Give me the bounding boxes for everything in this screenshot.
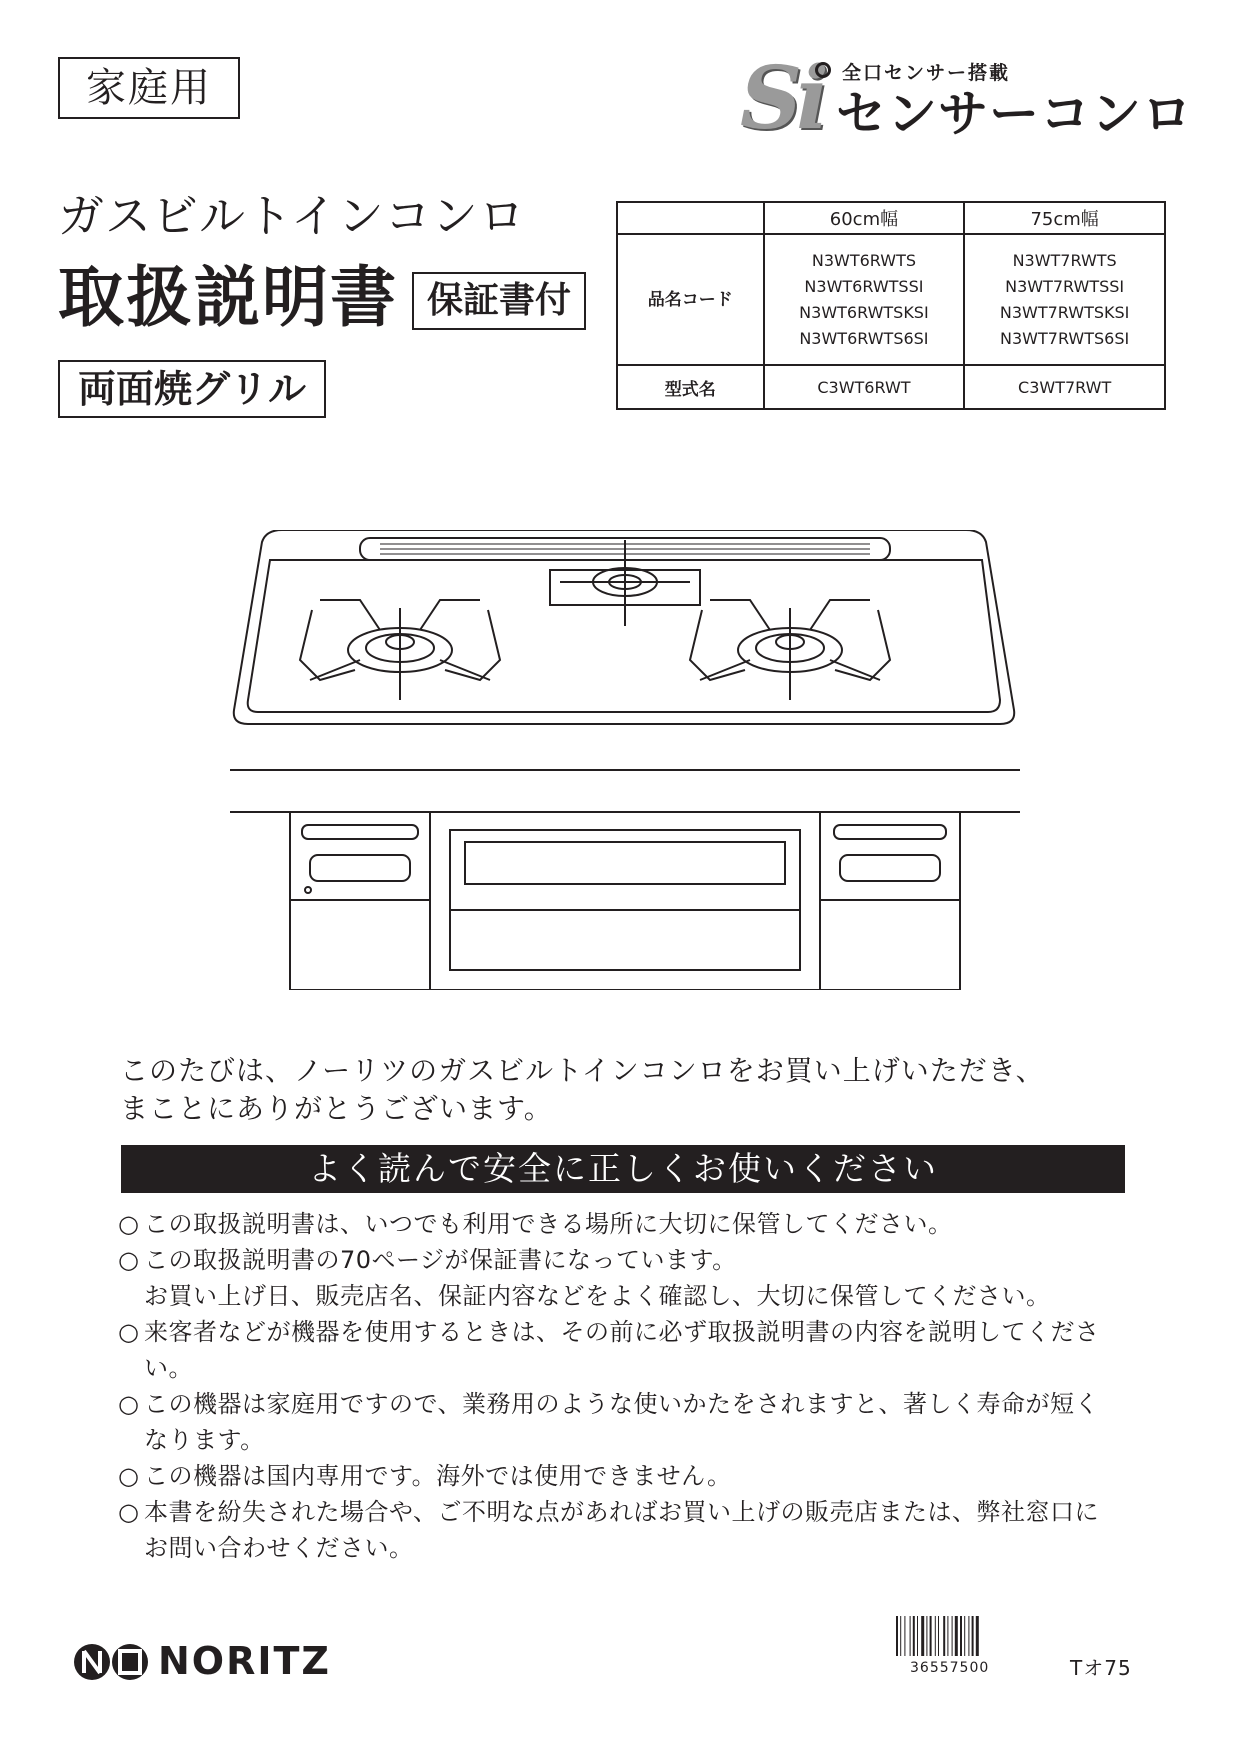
model-60: C3WT6RWT (764, 365, 965, 409)
product-code: N3WT7RWTS6SI (1000, 328, 1130, 348)
spec-table (616, 201, 1166, 410)
barcode-bar (910, 1616, 911, 1656)
model-75: C3WT7RWT (964, 365, 1165, 409)
product-code: N3WT6RWTSSI (804, 276, 924, 296)
notice-bullet: ○ (118, 1210, 140, 1238)
logo-tagline: 全口センサー搭載 (842, 62, 1011, 84)
notice-item (118, 1458, 1138, 1494)
si-logo-letters: Si (740, 48, 823, 149)
product-code: N3WT7RWTSSI (1005, 276, 1125, 296)
noritz-logo-icon (72, 1639, 152, 1685)
intro-line: まことにありがとうございます。 (120, 1092, 553, 1125)
burner-right-icon (690, 600, 890, 700)
category-title: ガスビルトインコンロ (58, 189, 526, 243)
barcode-bar (964, 1616, 965, 1656)
barcode-bar (947, 1616, 948, 1656)
barcode-bar (955, 1616, 958, 1656)
spec-header-60: 60cm幅 (764, 202, 965, 234)
cooktop-illustration (230, 530, 1020, 990)
spec-table-row-model (617, 365, 1165, 409)
notice-line: なります。 (144, 1426, 265, 1454)
product-code: N3WT7RWTS (1012, 250, 1117, 270)
notice-bullet: ○ (118, 1318, 140, 1346)
page-title: 取扱説明書 (58, 259, 398, 336)
right-control-panel-icon (820, 825, 960, 900)
logo-dot-icon (815, 62, 831, 78)
notice-line: この機器は国内専用です。海外では使用できません。 (144, 1462, 732, 1490)
barcode-bar (900, 1616, 901, 1656)
product-code: N3WT6RWTSKSI (799, 302, 929, 322)
product-code: N3WT6RWTS6SI (799, 328, 929, 348)
barcode-bar (935, 1616, 936, 1656)
spec-table-header-row (617, 202, 1165, 234)
barcode-bar (938, 1616, 939, 1656)
notice-line: この取扱説明書は、いつでも利用できる場所に大切に保管してください。 (144, 1210, 953, 1238)
product-code-label: 品名コード (617, 234, 764, 365)
notice-bullet: ○ (118, 1462, 140, 1490)
barcode-bar (968, 1616, 969, 1656)
barcode-bar (917, 1616, 918, 1656)
barcode-bar (913, 1616, 915, 1656)
spec-header-75: 75cm幅 (964, 202, 1165, 234)
product-code: N3WT7RWTSKSI (999, 302, 1130, 322)
notice-item (118, 1314, 1138, 1386)
notice-item (118, 1206, 1138, 1242)
notice-bullet: ○ (118, 1498, 140, 1526)
barcode-bar (960, 1616, 962, 1656)
notice-line: この取扱説明書の70ページが保証書になっています。 (144, 1246, 737, 1274)
product-codes-75 (964, 234, 1165, 365)
barcode-bar (921, 1616, 924, 1656)
left-control-panel-icon (290, 825, 430, 900)
intro-text (120, 1052, 1045, 1128)
burner-left-icon (300, 600, 500, 700)
burner-center-icon (550, 540, 700, 626)
barcode-bar (972, 1616, 974, 1656)
notice-bullet: ○ (118, 1390, 140, 1418)
notice-item (118, 1386, 1138, 1458)
barcode-bar (896, 1616, 898, 1656)
notice-item (118, 1494, 1138, 1566)
barcode-number: 36557500 (910, 1660, 990, 1676)
barcode-bar (943, 1616, 945, 1656)
spec-header-empty (617, 202, 764, 234)
barcode-bar (926, 1616, 927, 1656)
barcode-bar (952, 1616, 953, 1656)
barcode-icon (896, 1616, 1006, 1656)
notice-line: この機器は家庭用ですので、業務用のような使いかたをされますと、著しく寿命が短く (144, 1390, 1100, 1418)
notice-line: 来客者などが機器を使用するときは、その前に必ず取扱説明書の内容を説明してください。 (144, 1318, 1100, 1382)
logo-product-line: センサーコンロ (836, 85, 1193, 143)
notice-item (118, 1242, 1138, 1314)
notice-line: お買い上げ日、販売店名、保証内容などをよく確認し、大切に保管してください。 (144, 1282, 1051, 1310)
notice-bullet: ○ (118, 1246, 140, 1274)
grill-tag: 両面焼グリル (58, 360, 326, 418)
safety-banner: よく読んで安全に正しくお使いください (121, 1145, 1125, 1193)
notice-list (118, 1206, 1138, 1566)
notice-line: お問い合わせください。 (144, 1534, 414, 1562)
barcode-bar (930, 1616, 932, 1656)
barcode-bar (976, 1616, 979, 1656)
product-codes-60 (764, 234, 965, 365)
spec-table-row-product-code (617, 234, 1165, 365)
brand-name: NORITZ (158, 1639, 331, 1683)
barcode-bar (904, 1616, 905, 1656)
warranty-tag: 保証書付 (412, 272, 586, 330)
intro-line: このたびは、ノーリツのガスビルトインコンロをお買い上げいただき、 (120, 1054, 1045, 1087)
model-label: 型式名 (617, 365, 764, 409)
product-code: N3WT6RWTS (811, 250, 916, 270)
document-code: Tオ75 (1070, 1656, 1132, 1680)
home-use-tag: 家庭用 (58, 57, 240, 119)
notice-line: 本書を紛失された場合や、ご不明な点があればお買い上げの販売店または、弊社窓口に (144, 1498, 1100, 1526)
